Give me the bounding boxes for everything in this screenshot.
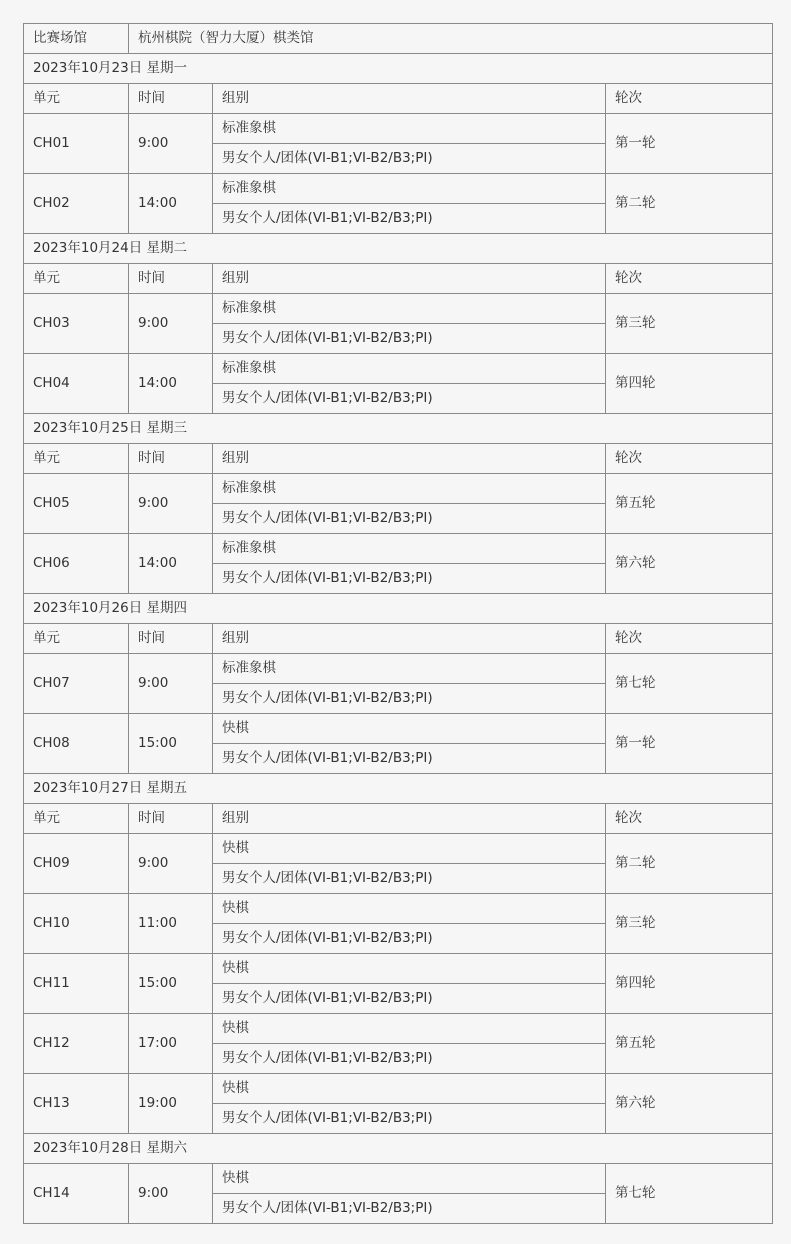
session-category: 男女个人/团体(VI-B1;VI-B2/B3;PI) bbox=[213, 144, 606, 174]
session-time: 14:00 bbox=[129, 534, 213, 594]
session-time: 11:00 bbox=[129, 894, 213, 954]
header-group: 组别 bbox=[213, 84, 606, 114]
date-row bbox=[24, 414, 773, 444]
column-header-row bbox=[24, 624, 773, 654]
session-round: 第六轮 bbox=[606, 1074, 773, 1134]
session-round: 第四轮 bbox=[606, 954, 773, 1014]
session-event: 快棋 bbox=[213, 834, 606, 864]
date-row bbox=[24, 234, 773, 264]
session-row bbox=[24, 654, 773, 684]
session-category: 男女个人/团体(VI-B1;VI-B2/B3;PI) bbox=[213, 984, 606, 1014]
venue-row bbox=[24, 24, 773, 54]
date-row bbox=[24, 1134, 773, 1164]
header-round: 轮次 bbox=[606, 804, 773, 834]
session-event: 快棋 bbox=[213, 954, 606, 984]
session-time: 9:00 bbox=[129, 1164, 213, 1224]
date-heading: 2023年10月25日 星期三 bbox=[24, 414, 773, 444]
header-time: 时间 bbox=[129, 624, 213, 654]
session-event: 标准象棋 bbox=[213, 474, 606, 504]
header-round: 轮次 bbox=[606, 84, 773, 114]
session-time: 9:00 bbox=[129, 474, 213, 534]
session-round: 第七轮 bbox=[606, 1164, 773, 1224]
session-row bbox=[24, 474, 773, 504]
date-row bbox=[24, 774, 773, 804]
date-heading: 2023年10月27日 星期五 bbox=[24, 774, 773, 804]
session-round: 第二轮 bbox=[606, 174, 773, 234]
header-group: 组别 bbox=[213, 624, 606, 654]
session-row bbox=[24, 534, 773, 564]
session-time: 9:00 bbox=[129, 834, 213, 894]
session-unit: CH12 bbox=[24, 1014, 129, 1074]
header-unit: 单元 bbox=[24, 264, 129, 294]
session-row bbox=[24, 174, 773, 204]
venue-label: 比赛场馆 bbox=[24, 24, 129, 54]
header-round: 轮次 bbox=[606, 444, 773, 474]
session-time: 19:00 bbox=[129, 1074, 213, 1134]
session-event: 标准象棋 bbox=[213, 114, 606, 144]
session-event: 标准象棋 bbox=[213, 354, 606, 384]
date-row bbox=[24, 594, 773, 624]
session-row bbox=[24, 294, 773, 324]
header-time: 时间 bbox=[129, 264, 213, 294]
session-unit: CH05 bbox=[24, 474, 129, 534]
header-time: 时间 bbox=[129, 804, 213, 834]
header-unit: 单元 bbox=[24, 444, 129, 474]
column-header-row bbox=[24, 264, 773, 294]
session-row bbox=[24, 714, 773, 744]
session-time: 9:00 bbox=[129, 294, 213, 354]
header-group: 组别 bbox=[213, 264, 606, 294]
session-category: 男女个人/团体(VI-B1;VI-B2/B3;PI) bbox=[213, 1044, 606, 1074]
session-time: 15:00 bbox=[129, 714, 213, 774]
session-round: 第三轮 bbox=[606, 894, 773, 954]
session-category: 男女个人/团体(VI-B1;VI-B2/B3;PI) bbox=[213, 744, 606, 774]
session-round: 第二轮 bbox=[606, 834, 773, 894]
date-heading: 2023年10月28日 星期六 bbox=[24, 1134, 773, 1164]
session-row bbox=[24, 1164, 773, 1194]
header-time: 时间 bbox=[129, 84, 213, 114]
session-event: 标准象棋 bbox=[213, 174, 606, 204]
session-row bbox=[24, 114, 773, 144]
header-unit: 单元 bbox=[24, 624, 129, 654]
session-event: 快棋 bbox=[213, 714, 606, 744]
session-round: 第一轮 bbox=[606, 714, 773, 774]
session-unit: CH03 bbox=[24, 294, 129, 354]
session-event: 标准象棋 bbox=[213, 534, 606, 564]
header-group: 组别 bbox=[213, 444, 606, 474]
session-category: 男女个人/团体(VI-B1;VI-B2/B3;PI) bbox=[213, 1194, 606, 1224]
session-row bbox=[24, 1014, 773, 1044]
header-time: 时间 bbox=[129, 444, 213, 474]
session-unit: CH13 bbox=[24, 1074, 129, 1134]
session-unit: CH08 bbox=[24, 714, 129, 774]
session-time: 9:00 bbox=[129, 114, 213, 174]
date-heading: 2023年10月26日 星期四 bbox=[24, 594, 773, 624]
header-unit: 单元 bbox=[24, 804, 129, 834]
session-row bbox=[24, 894, 773, 924]
session-round: 第三轮 bbox=[606, 294, 773, 354]
session-unit: CH10 bbox=[24, 894, 129, 954]
venue-value: 杭州棋院（智力大厦）棋类馆 bbox=[129, 24, 773, 54]
session-unit: CH14 bbox=[24, 1164, 129, 1224]
session-time: 17:00 bbox=[129, 1014, 213, 1074]
session-event: 快棋 bbox=[213, 894, 606, 924]
session-unit: CH11 bbox=[24, 954, 129, 1014]
session-category: 男女个人/团体(VI-B1;VI-B2/B3;PI) bbox=[213, 1104, 606, 1134]
session-row bbox=[24, 354, 773, 384]
column-header-row bbox=[24, 84, 773, 114]
session-round: 第五轮 bbox=[606, 1014, 773, 1074]
session-time: 14:00 bbox=[129, 174, 213, 234]
session-round: 第七轮 bbox=[606, 654, 773, 714]
session-category: 男女个人/团体(VI-B1;VI-B2/B3;PI) bbox=[213, 204, 606, 234]
session-event: 快棋 bbox=[213, 1074, 606, 1104]
header-group: 组别 bbox=[213, 804, 606, 834]
session-category: 男女个人/团体(VI-B1;VI-B2/B3;PI) bbox=[213, 684, 606, 714]
session-row bbox=[24, 834, 773, 864]
session-row bbox=[24, 954, 773, 984]
session-time: 14:00 bbox=[129, 354, 213, 414]
session-unit: CH06 bbox=[24, 534, 129, 594]
session-category: 男女个人/团体(VI-B1;VI-B2/B3;PI) bbox=[213, 864, 606, 894]
session-time: 9:00 bbox=[129, 654, 213, 714]
session-category: 男女个人/团体(VI-B1;VI-B2/B3;PI) bbox=[213, 384, 606, 414]
schedule-table bbox=[23, 23, 773, 1224]
session-round: 第六轮 bbox=[606, 534, 773, 594]
session-round: 第五轮 bbox=[606, 474, 773, 534]
session-unit: CH01 bbox=[24, 114, 129, 174]
date-row bbox=[24, 54, 773, 84]
session-event: 快棋 bbox=[213, 1014, 606, 1044]
session-time: 15:00 bbox=[129, 954, 213, 1014]
session-round: 第一轮 bbox=[606, 114, 773, 174]
session-unit: CH09 bbox=[24, 834, 129, 894]
session-row bbox=[24, 1074, 773, 1104]
session-category: 男女个人/团体(VI-B1;VI-B2/B3;PI) bbox=[213, 924, 606, 954]
session-unit: CH04 bbox=[24, 354, 129, 414]
session-category: 男女个人/团体(VI-B1;VI-B2/B3;PI) bbox=[213, 564, 606, 594]
date-heading: 2023年10月24日 星期二 bbox=[24, 234, 773, 264]
header-unit: 单元 bbox=[24, 84, 129, 114]
session-round: 第四轮 bbox=[606, 354, 773, 414]
session-event: 标准象棋 bbox=[213, 654, 606, 684]
session-unit: CH02 bbox=[24, 174, 129, 234]
header-round: 轮次 bbox=[606, 624, 773, 654]
session-event: 快棋 bbox=[213, 1164, 606, 1194]
session-unit: CH07 bbox=[24, 654, 129, 714]
column-header-row bbox=[24, 804, 773, 834]
date-heading: 2023年10月23日 星期一 bbox=[24, 54, 773, 84]
session-category: 男女个人/团体(VI-B1;VI-B2/B3;PI) bbox=[213, 324, 606, 354]
column-header-row bbox=[24, 444, 773, 474]
session-category: 男女个人/团体(VI-B1;VI-B2/B3;PI) bbox=[213, 504, 606, 534]
session-event: 标准象棋 bbox=[213, 294, 606, 324]
header-round: 轮次 bbox=[606, 264, 773, 294]
